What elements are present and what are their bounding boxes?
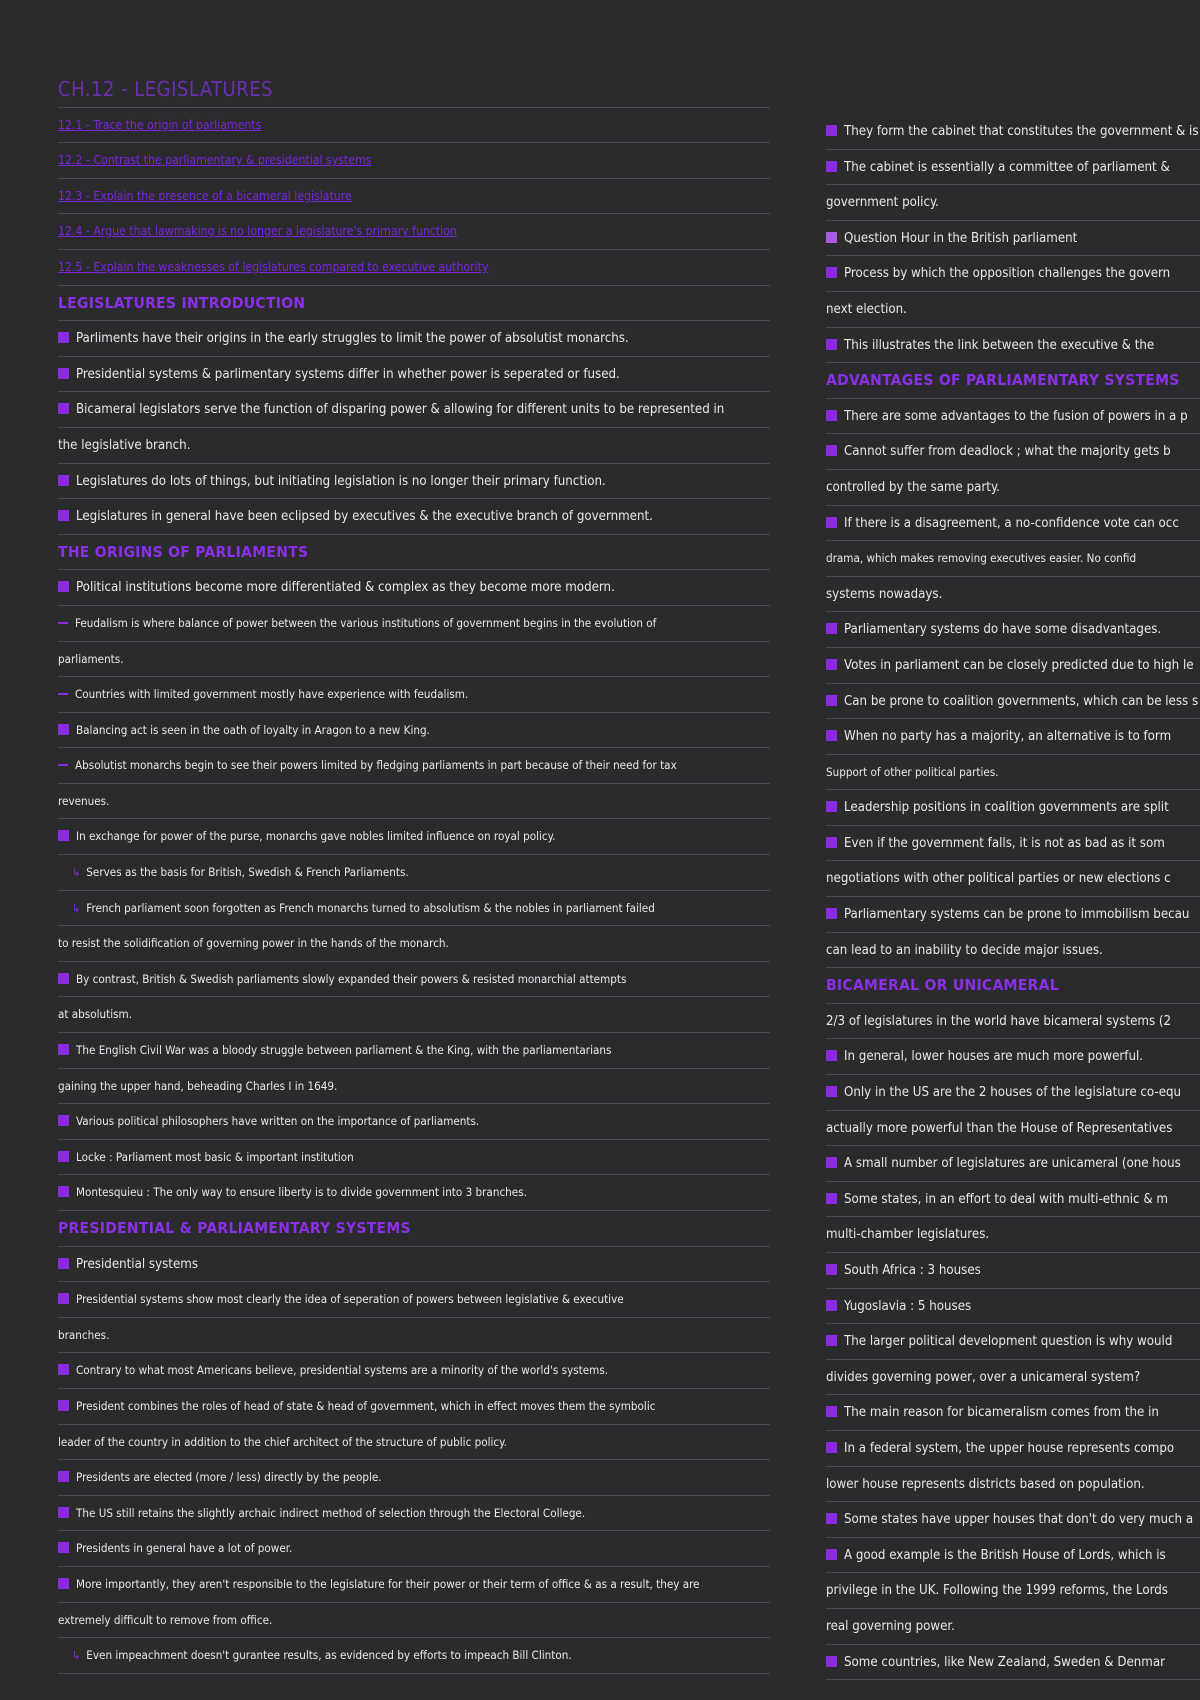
bullet-square-icon [58, 403, 69, 414]
note-line: Feudalism is where balance of power between the various institutions of government begins in the evolution of [58, 606, 770, 642]
note-line: the legislative branch. [58, 428, 770, 464]
note-line: real governing power. [826, 1609, 1200, 1645]
note-line: drama, which makes removing executives easier. No confid [826, 541, 1200, 577]
bullet-square-icon [58, 830, 69, 841]
note-line: By contrast, British & Swedish parliaments slowly expanded their powers & resisted monarchial attempts [58, 962, 770, 998]
left-column [58, 0, 770, 1674]
bullet-square-icon [58, 1186, 69, 1197]
bullet-square-icon [826, 1157, 837, 1168]
note-line: systems nowadays. [826, 577, 1200, 613]
note-line: The larger political development question is why would [826, 1324, 1200, 1360]
note-line: Bicameral legislators serve the function of disparing power & allowing for different units to be represented in [58, 392, 770, 428]
note-line: Legislatures do lots of things, but initiating legislation is no longer their primary function. [58, 464, 770, 500]
note-line: The main reason for bicameralism comes from the in [826, 1395, 1200, 1431]
bullet-square-icon [826, 125, 837, 136]
heading-advantages: ADVANTAGES OF PARLIAMENTARY SYSTEMS [826, 363, 1200, 399]
bullet-square-icon [826, 1656, 837, 1667]
note-line: In exchange for power of the purse, monarchs gave nobles limited influence on royal policy. [58, 819, 770, 855]
bullet-square-icon [826, 1335, 837, 1346]
bullet-square-icon [826, 1193, 837, 1204]
note-line: Some states, in an effort to deal with multi-ethnic & m [826, 1182, 1200, 1218]
bullet-square-icon [826, 1406, 837, 1417]
heading-intro: LEGISLATURES INTRODUCTION [58, 286, 770, 322]
note-line: multi-chamber legislatures. [826, 1217, 1200, 1253]
note-line: Support of other political parties. [826, 755, 1200, 791]
bullet-square-icon [58, 1258, 69, 1269]
note-line: extremely difficult to remove from office. [58, 1603, 770, 1639]
bullet-square-icon [58, 724, 69, 735]
objective-5: 12.5 - Explain the weaknesses of legislatures compared to executive authority [58, 250, 770, 286]
note-line: Leadership positions in coalition governments are split [826, 790, 1200, 826]
note-line: Presidents in general have a lot of power. [58, 1531, 770, 1567]
note-line: Even if the government falls, it is not as bad as it som [826, 826, 1200, 862]
note-line: The US still retains the slightly archaic indirect method of selection through the Electoral College. [58, 1496, 770, 1532]
note-line: controlled by the same party. [826, 470, 1200, 506]
bullet-square-icon [58, 1044, 69, 1055]
note-line: Presidential systems & parlimentary systems differ in whether power is seperated or fused. [58, 357, 770, 393]
objective-3: 12.3 - Explain the presence of a bicameral legislature [58, 179, 770, 215]
note-line: next election. [826, 292, 1200, 328]
note-line: In a federal system, the upper house represents compo [826, 1431, 1200, 1467]
note-line: Cannot suffer from deadlock ; what the majority gets b [826, 434, 1200, 470]
bullet-square-icon [826, 801, 837, 812]
bullet-square-icon [58, 1115, 69, 1126]
bullet-square-icon [58, 1507, 69, 1518]
note-line: If there is a disagreement, a no-confidence vote can occ [826, 506, 1200, 542]
page-title: CH.12 - LEGISLATURES [58, 72, 770, 108]
note-line: ↳ Even impeachment doesn't gurantee results, as evidenced by efforts to impeach Bill Clinton. [58, 1638, 770, 1674]
objective-2: 12.2 - Contrast the parliamentary & presidential systems [58, 143, 770, 179]
note-line: Legislatures in general have been eclipsed by executives & the executive branch of government. [58, 499, 770, 535]
note-line: More importantly, they aren't responsible to the legislature for their power or their term of office & as a result, they are [58, 1567, 770, 1603]
note-line: Yugoslavia : 5 houses [826, 1289, 1200, 1325]
bullet-square-icon [826, 232, 837, 243]
note-line: Montesquieu : The only way to ensure liberty is to divide government into 3 branches. [58, 1175, 770, 1211]
note-line: Balancing act is seen in the oath of loyalty in Aragon to a new King. [58, 713, 770, 749]
bullet-square-icon [826, 517, 837, 528]
bullet-square-icon [826, 623, 837, 634]
note-line: Process by which the opposition challenges the govern [826, 256, 1200, 292]
note-line: They form the cabinet that constitutes the government & is [826, 114, 1200, 150]
note-line: Political institutions become more differentiated & complex as they become more modern. [58, 570, 770, 606]
bullet-square-icon [826, 837, 837, 848]
note-line: Only in the US are the 2 houses of the legislature co-equ [826, 1075, 1200, 1111]
note-line: Some countries, like New Zealand, Sweden & Denmar [826, 1645, 1200, 1681]
bullet-square-icon [58, 475, 69, 486]
note-line: 2/3 of legislatures in the world have bicameral systems (2 [826, 1004, 1200, 1040]
bullet-square-icon [826, 1300, 837, 1311]
bullet-square-icon [58, 1364, 69, 1375]
bullet-square-icon [826, 730, 837, 741]
note-line: ↳ French parliament soon forgotten as French monarchs turned to absolutism & the nobles in parliament failed [58, 891, 770, 927]
bullet-square-icon [826, 659, 837, 670]
note-line: Contrary to what most Americans believe, presidential systems are a minority of the world's systems. [58, 1353, 770, 1389]
note-line: Presidential systems show most clearly the idea of seperation of powers between legislative & executive [58, 1282, 770, 1318]
bullet-square-icon [58, 1471, 69, 1482]
note-line: negotiations with other political parties or new elections c [826, 861, 1200, 897]
sub-arrow-icon: ↳ [72, 866, 81, 880]
objective-1: 12.1 - Trace the origin of parliaments [58, 108, 770, 144]
note-line: When no party has a majority, an alternative is to form [826, 719, 1200, 755]
bullet-square-icon [58, 1542, 69, 1553]
right-column [826, 0, 1200, 1680]
note-line: government policy. [826, 185, 1200, 221]
bullet-square-icon [58, 368, 69, 379]
note-line: Can be prone to coalition governments, which can be less s [826, 684, 1200, 720]
note-line: President combines the roles of head of state & head of government, which in effect moves them the symbolic [58, 1389, 770, 1425]
note-line: In general, lower houses are much more powerful. [826, 1039, 1200, 1075]
bullet-square-icon [826, 908, 837, 919]
bullet-square-icon [826, 1442, 837, 1453]
note-line: A good example is the British House of Lords, which is [826, 1538, 1200, 1574]
note-line: Locke : Parliament most basic & important institution [58, 1140, 770, 1176]
note-line: Presidents are elected (more / less) directly by the people. [58, 1460, 770, 1496]
note-line: Absolutist monarchs begin to see their powers limited by fledging parliaments in part because of their need for tax [58, 748, 770, 784]
bullet-square-icon [826, 1050, 837, 1061]
note-line: The English Civil War was a bloody struggle between parliament & the King, with the parliamentarians [58, 1033, 770, 1069]
bullet-square-icon [58, 973, 69, 984]
bullet-square-icon [58, 1400, 69, 1411]
note-line: divides governing power, over a unicameral system? [826, 1360, 1200, 1396]
note-line: branches. [58, 1318, 770, 1354]
note-line: privilege in the UK. Following the 1999 reforms, the Lords [826, 1573, 1200, 1609]
note-line: The cabinet is essentially a committee of parliament & [826, 150, 1200, 186]
note-line: Some states have upper houses that don't do very much a [826, 1502, 1200, 1538]
note-line: Votes in parliament can be closely predicted due to high le [826, 648, 1200, 684]
sub-arrow-icon: ↳ [72, 901, 81, 915]
note-line: There are some advantages to the fusion of powers in a p [826, 399, 1200, 435]
note-line: ↳ Serves as the basis for British, Swedish & French Parliaments. [58, 855, 770, 891]
heading-bicameral: BICAMERAL OR UNICAMERAL [826, 968, 1200, 1004]
note-line: at absolutism. [58, 997, 770, 1033]
note-line: Parliments have their origins in the early struggles to limit the power of absolutist monarchs. [58, 321, 770, 357]
note-line: South Africa : 3 houses [826, 1253, 1200, 1289]
note-line: Presidential systems [58, 1247, 770, 1283]
bullet-square-icon [58, 581, 69, 592]
bullet-square-icon [58, 332, 69, 343]
bullet-square-icon [58, 510, 69, 521]
bullet-square-icon [826, 1513, 837, 1524]
bullet-dash-icon [58, 693, 68, 695]
note-line: gaining the upper hand, beheading Charles I in 1649. [58, 1069, 770, 1105]
note-line: Question Hour in the British parliament [826, 221, 1200, 257]
note-line: to resist the solidification of governing power in the hands of the monarch. [58, 926, 770, 962]
note-line: can lead to an inability to decide major issues. [826, 933, 1200, 969]
bullet-square-icon [826, 1086, 837, 1097]
bullet-square-icon [826, 410, 837, 421]
note-line: A small number of legislatures are unicameral (one hous [826, 1146, 1200, 1182]
note-line: Parliamentary systems do have some disadvantages. [826, 612, 1200, 648]
bullet-square-icon [58, 1151, 69, 1162]
bullet-dash-icon [58, 622, 68, 624]
note-line: Parliamentary systems can be prone to immobilism becau [826, 897, 1200, 933]
note-line: Various political philosophers have written on the importance of parliaments. [58, 1104, 770, 1140]
bullet-dash-icon [58, 764, 68, 766]
note-line: actually more powerful than the House of Representatives [826, 1111, 1200, 1147]
note-line: revenues. [58, 784, 770, 820]
bullet-square-icon [826, 339, 837, 350]
note-line: lower house represents districts based on population. [826, 1467, 1200, 1503]
note-line: Countries with limited government mostly have experience with feudalism. [58, 677, 770, 713]
heading-presidential-parliamentary: PRESIDENTIAL & PARLIAMENTARY SYSTEMS [58, 1211, 770, 1247]
heading-origins: THE ORIGINS OF PARLIAMENTS [58, 535, 770, 571]
bullet-square-icon [826, 161, 837, 172]
note-line: parliaments. [58, 642, 770, 678]
note-line: This illustrates the link between the executive & the [826, 328, 1200, 364]
bullet-square-icon [826, 695, 837, 706]
bullet-square-icon [58, 1578, 69, 1589]
bullet-square-icon [826, 267, 837, 278]
bullet-square-icon [58, 1293, 69, 1304]
bullet-square-icon [826, 445, 837, 456]
objective-4: 12.4 - Argue that lawmaking is no longer a legislature's primary function [58, 214, 770, 250]
note-line: leader of the country in addition to the chief architect of the structure of public policy. [58, 1425, 770, 1461]
bullet-square-icon [826, 1264, 837, 1275]
bullet-square-icon [826, 1549, 837, 1560]
sub-arrow-icon: ↳ [72, 1649, 81, 1663]
